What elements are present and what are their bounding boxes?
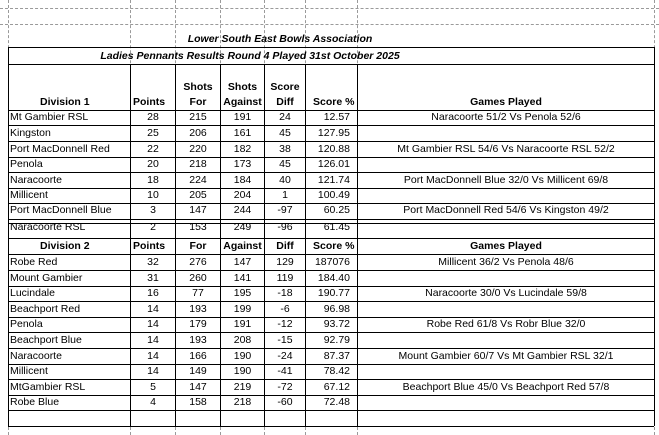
points-value: 31 (147, 272, 159, 284)
shots-against-value: 173 (233, 158, 252, 170)
score-diff-value: 40 (279, 174, 291, 186)
points-value: 4 (150, 396, 156, 408)
association-title: Lower South East Bowls Association (187, 33, 373, 45)
col-shots-against: Against (223, 96, 262, 108)
points-value: 2 (150, 221, 156, 233)
score-pct-value: 100.49 (317, 189, 350, 201)
points-value: 18 (147, 174, 159, 186)
shots-for-value: 205 (189, 189, 207, 201)
for-value: 193 (189, 334, 207, 346)
team-name: Beachport Blue (10, 334, 82, 346)
table-border (8, 410, 654, 411)
diff-value: -72 (277, 381, 293, 393)
team-name: Penola (10, 158, 43, 170)
col-score-diff: Score (270, 81, 300, 93)
table-border (8, 64, 654, 65)
team-name: Kingston (10, 127, 51, 139)
game-result: Naracoorte 30/0 Vs Lucindale 59/8 (425, 287, 587, 299)
points-value: 20 (147, 158, 159, 170)
for-value: 166 (189, 350, 207, 362)
shots-for-value: 218 (189, 158, 207, 170)
col-score-pct: Score % (313, 96, 355, 108)
team-name: Mt Gambier RSL (10, 111, 89, 123)
col-shots-for: For (189, 96, 207, 108)
diff-value: -12 (277, 318, 293, 330)
col-shots-for: Shots (183, 81, 213, 93)
diff-value: -18 (277, 287, 293, 299)
team-name: Lucindale (10, 287, 55, 299)
shots-against-value: 244 (233, 204, 252, 216)
shots-against-value: 182 (233, 143, 252, 155)
col-games-played: Games Played (470, 240, 542, 252)
score-diff-value: 38 (279, 143, 291, 155)
team-name: Mount Gambier (10, 272, 83, 284)
score-pct-value: 120.88 (317, 143, 350, 155)
col-points: Points (133, 96, 166, 108)
shots-for-value: 206 (189, 127, 207, 139)
game-result: Beachport Blue 45/0 Vs Beachport Red 57/8 (402, 381, 610, 393)
for-value: 149 (189, 365, 207, 377)
points-value: 16 (147, 287, 159, 299)
score-pct-value: 187076 (314, 256, 350, 268)
points-value: 32 (147, 256, 159, 268)
table-border (8, 47, 9, 426)
results-subtitle: Ladies Pennants Results Round 4 Played 31st October 2025 (100, 50, 400, 62)
col-points: Points (133, 240, 166, 252)
score-pct-value: 92.79 (323, 334, 350, 346)
shots-for-value: 220 (189, 143, 207, 155)
team-name: MtGambier RSL (10, 381, 86, 393)
shots-against-value: 204 (233, 189, 252, 201)
points-value: 14 (147, 318, 159, 330)
for-value: 193 (189, 303, 207, 315)
grid-line (0, 8, 659, 9)
shots-against-value: 184 (233, 174, 252, 186)
against-value: 141 (233, 272, 252, 284)
team-name: Robe Blue (10, 396, 60, 408)
table-border (8, 47, 654, 48)
score-diff-value: 24 (279, 111, 291, 123)
points-value: 22 (147, 143, 159, 155)
against-value: 190 (233, 365, 252, 377)
for-value: 158 (189, 396, 207, 408)
col-for: For (189, 240, 207, 252)
team-name: Naracoorte (10, 174, 62, 186)
division-2-heading: Division 2 (40, 240, 90, 252)
team-name: Naracoorte (10, 350, 62, 362)
game-result: Mt Gambier RSL 54/6 Vs Naracoorte RSL 52/2 (397, 143, 615, 155)
points-value: 14 (147, 350, 159, 362)
col-shots-against: Shots (227, 81, 258, 93)
team-name: Beachport Red (10, 303, 81, 315)
game-result: Naracoorte 51/2 Vs Penola 52/6 (431, 111, 581, 123)
game-result: Port MacDonnell Blue 32/0 Vs Millicent 69/8 (403, 174, 609, 186)
score-pct-value: 12.57 (323, 111, 350, 123)
for-value: 147 (189, 381, 207, 393)
diff-value: -41 (277, 365, 293, 377)
for-value: 276 (189, 256, 207, 268)
diff-value: -6 (280, 303, 290, 315)
score-diff-value: -96 (277, 221, 293, 233)
grid-line (0, 24, 659, 25)
points-value: 14 (147, 365, 159, 377)
table-border (654, 47, 655, 426)
points-value: 25 (147, 127, 159, 139)
col-against: Against (223, 240, 262, 252)
points-value: 14 (147, 303, 159, 315)
shots-for-value: 153 (189, 221, 207, 233)
points-value: 5 (150, 381, 156, 393)
score-diff-value: 45 (279, 127, 291, 139)
col-diff: Diff (276, 240, 294, 252)
game-result: Port MacDonnell Red 54/6 Vs Kingston 49/2 (403, 204, 609, 216)
diff-value: -60 (277, 396, 293, 408)
shots-against-value: 161 (233, 127, 252, 139)
score-diff-value: 1 (282, 189, 288, 201)
score-pct-value: 190.77 (317, 287, 350, 299)
game-result: Robe Red 61/8 Vs Robr Blue 32/0 (426, 318, 586, 330)
team-name: Naracoorte RSL (10, 221, 86, 233)
shots-for-value: 147 (189, 204, 207, 216)
points-value: 14 (147, 334, 159, 346)
team-name: Penola (10, 318, 43, 330)
shots-against-value: 249 (233, 221, 252, 233)
score-pct-value: 96.98 (323, 303, 350, 315)
score-pct-value: 126.01 (317, 158, 350, 170)
shots-against-value: 191 (233, 111, 252, 123)
against-value: 199 (233, 303, 252, 315)
diff-value: 119 (276, 272, 294, 284)
score-pct-value: 127.95 (317, 127, 350, 139)
score-pct-value: 87.37 (323, 350, 350, 362)
table-border (8, 426, 654, 427)
score-pct-value: 72.48 (323, 396, 350, 408)
against-value: 208 (233, 334, 252, 346)
score-pct-value: 67.12 (323, 381, 350, 393)
division-1-heading: Division 1 (40, 96, 90, 108)
score-pct-value: 78.42 (323, 365, 350, 377)
team-name: Port MacDonnell Blue (10, 204, 112, 216)
shots-for-value: 215 (189, 111, 207, 123)
against-value: 147 (233, 256, 252, 268)
score-pct-value: 61.45 (323, 221, 350, 233)
diff-value: -15 (277, 334, 293, 346)
game-result: Mount Gambier 60/7 Vs Mt Gambier RSL 32/1 (398, 350, 614, 362)
for-value: 179 (189, 318, 207, 330)
diff-value: 129 (276, 256, 294, 268)
col-score-pct: Score % (313, 240, 355, 252)
for-value: 77 (192, 287, 204, 299)
team-name: Port MacDonnell Red (10, 143, 110, 155)
against-value: 190 (233, 350, 252, 362)
game-result: Millicent 36/2 Vs Penola 48/6 (438, 256, 574, 268)
points-value: 10 (147, 189, 159, 201)
against-value: 219 (233, 381, 252, 393)
team-name: Millicent (10, 365, 48, 377)
shots-for-value: 224 (189, 174, 207, 186)
against-value: 191 (233, 318, 252, 330)
score-pct-value: 93.72 (323, 318, 350, 330)
against-value: 218 (233, 396, 252, 408)
score-pct-value: 60.25 (323, 204, 350, 216)
points-value: 3 (150, 204, 156, 216)
score-diff-value: -97 (277, 204, 293, 216)
score-pct-value: 184.40 (317, 272, 350, 284)
for-value: 260 (189, 272, 207, 284)
score-pct-value: 121.74 (317, 174, 350, 186)
diff-value: -24 (277, 350, 293, 362)
points-value: 28 (147, 111, 159, 123)
against-value: 195 (233, 287, 252, 299)
col-games-played: Games Played (470, 96, 542, 108)
team-name: Millicent (10, 189, 48, 201)
score-diff-value: 45 (279, 158, 291, 170)
col-score-diff: Diff (276, 96, 294, 108)
team-name: Robe Red (10, 256, 58, 268)
